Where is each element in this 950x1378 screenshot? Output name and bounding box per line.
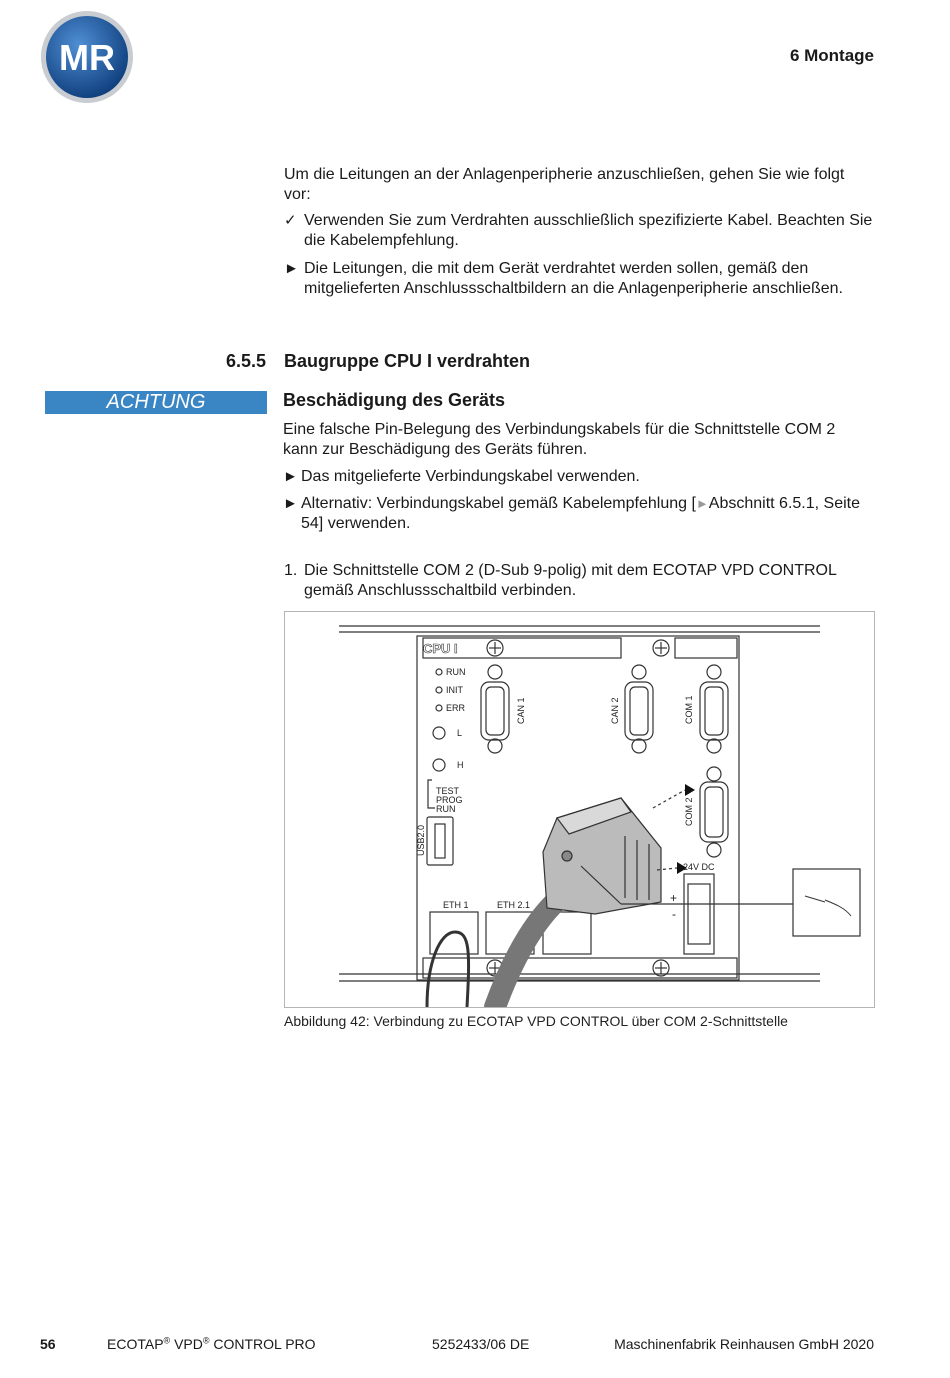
svg-text:+: + <box>670 891 678 905</box>
instruction-step: 1. Die Schnittstelle COM 2 (D-Sub 9-polig) mit dem ECOTAP VPD CONTROL gemäß Anschlussschaltbild verbinden. <box>284 562 837 599</box>
svg-text:TEST: TEST <box>436 786 460 796</box>
svg-text:USB2.0: USB2.0 <box>416 824 426 856</box>
svg-text:ETH 2.1: ETH 2.1 <box>497 900 531 910</box>
svg-text:MR: MR <box>59 37 115 78</box>
figure-frame <box>284 611 875 1008</box>
svg-text:RUN: RUN <box>436 804 456 814</box>
svg-text:CAN 1: CAN 1 <box>516 697 526 724</box>
section-title: Baugruppe CPU I verdrahten <box>284 351 531 371</box>
figure-caption: Abbildung 42: Verbindung zu ECOTAP VPD CONTROL über COM 2-Schnittstelle <box>284 1013 788 1029</box>
cpu-wiring-illustration <box>285 612 874 1007</box>
page-number: 56 <box>40 1336 56 1352</box>
check-icon: ✓ <box>284 212 297 229</box>
svg-text:ERR: ERR <box>446 703 466 713</box>
svg-text:24V DC: 24V DC <box>683 862 715 872</box>
warning-title: Beschädigung des Geräts <box>283 390 506 410</box>
svg-text:L: L <box>457 728 463 738</box>
mr-logo <box>40 10 134 104</box>
svg-text:ETH 1: ETH 1 <box>443 900 469 910</box>
document-number: 5252433/06 DE <box>432 1336 530 1352</box>
svg-text:COM 2: COM 2 <box>684 797 694 826</box>
link-arrow-icon: ► <box>695 496 709 511</box>
svg-text:CAN 2: CAN 2 <box>610 697 620 724</box>
svg-text:RUN: RUN <box>446 667 466 677</box>
section-link[interactable]: Abschnitt 6.5.1, Seite 54 <box>301 495 860 532</box>
chapter-heading: 6 Montage <box>789 46 874 65</box>
company-name: Maschinenfabrik Reinhausen GmbH 2020 <box>614 1336 874 1352</box>
svg-text:PROG: PROG <box>436 795 463 805</box>
prerequisite-item: ✓ Verwenden Sie zum Verdrahten ausschließlich spezifizierte Kabel. Beachten Sie die Kabelempfehlung. <box>284 212 873 249</box>
warning-action-1: ► Das mitgelieferte Verbindungskabel verwenden. <box>283 468 640 485</box>
svg-text:COM 1: COM 1 <box>684 695 694 724</box>
arrow-right-icon: ► <box>283 468 298 485</box>
svg-text:CPU I: CPU I <box>423 641 458 656</box>
product-name: ECOTAP® VPD® CONTROL PRO <box>107 1335 316 1352</box>
svg-text:INIT: INIT <box>446 685 463 695</box>
arrow-right-icon: ► <box>283 495 298 512</box>
svg-text:H: H <box>457 760 464 770</box>
step-number: 1. <box>284 562 298 579</box>
warning-description: Eine falsche Pin-Belegung des Verbindungskabels für die Schnittstelle COM 2 kann zur Beschädigung des Geräts führen. <box>283 421 836 458</box>
section-number: 6.5.5 <box>226 351 267 371</box>
warning-action-2: ► Alternativ: Verbindungskabel gemäß Kabelempfehlung [►Abschnitt 6.5.1, Seite 54] verwenden. <box>283 495 860 532</box>
arrow-right-icon: ► <box>284 260 299 277</box>
action-item: ► Die Leitungen, die mit dem Gerät verdrahtet werden sollen, gemäß den mitgelieferten Anschlussschaltbildern an die Anlagenperipherie anschließen. <box>284 260 843 297</box>
intro-text: Um die Leitungen an der Anlagenperipherie anzuschließen, gehen Sie wie folgt vor: <box>284 166 845 203</box>
svg-text:-: - <box>672 907 676 921</box>
warning-label: ACHTUNG <box>45 391 267 414</box>
